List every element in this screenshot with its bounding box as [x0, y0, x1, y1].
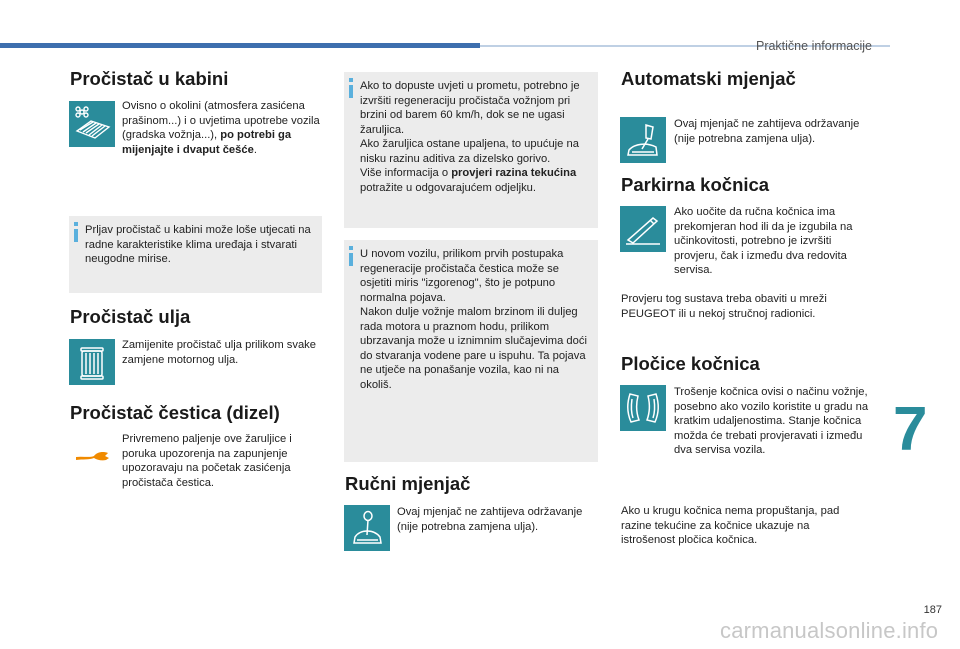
brake-pads-icon [620, 385, 666, 431]
cabin-filter-icon [69, 101, 115, 147]
particle-filter-text: Privremeno paljenje ove žaruljice i poruka upozorenja na zapunjenje upozoravaju na početak zasićenja pročistača čestica. [122, 433, 292, 489]
header-bar [0, 43, 480, 48]
parking-brake-text-2: Provjeru tog sustava treba obaviti u mreži PEUGEOT ili u nekoj stručnoj radionici. [621, 293, 827, 320]
page-number: 187 [923, 604, 942, 616]
brake-pads-title: Pločice kočnica [621, 353, 760, 374]
automatic-gearbox-text: Ovaj mjenjač ne zahtijeva održavanje (nije potrebna zamjena ulja). [674, 118, 860, 145]
parking-brake-text: Ako uočite da ručna kočnica ima prekomjeran hod ili da je izgubila na učinkovitosti, potrebno je izvršiti provjeru, čak i između dva redovita servisa. [674, 206, 853, 276]
regeneration-note [344, 72, 598, 228]
chapter-number: 7 [893, 395, 928, 464]
automatic-gearbox-icon [620, 117, 666, 163]
section-header: Praktične informacije [755, 39, 872, 53]
automatic-gearbox-title: Automatski mjenjač [621, 68, 796, 89]
odour-note-p1: U novom vozilu, prilikom prvih postupaka regeneracije pročistača čestica može se osjetiti miris "izgorenog", što je potpuno normalna pojava. [360, 248, 564, 304]
regen-note-p3: Više informacija o provjeri razina tekućina potražite u odgovarajućem odjeljku. [360, 167, 577, 194]
cabin-filter-note: Prljav pročistač u kabini može loše utjecati na radne karakteristike klima uređaja i stvarati neugodne mirise. [69, 216, 322, 293]
cabin-filter-text: Ovisno o okolini (atmosfera zasićena prašinom...) i o uvjetima upotrebe vozila (gradska vožnja...), po potrebi ga mijenjajte i dvaput češće. [122, 100, 320, 156]
oil-filter-text: Zamijenite pročistač ulja prilikom svake zamjene motornog ulja. [122, 339, 316, 366]
regeneration-odour-note [344, 240, 598, 462]
parking-brake-title: Parkirna kočnica [621, 174, 770, 195]
info-marker-icon [349, 246, 353, 266]
info-marker-icon [349, 78, 353, 98]
oil-filter-title: Pročistač ulja [70, 306, 191, 327]
manual-gearbox-icon [344, 505, 390, 551]
watermark: carmanualsonline.info [720, 618, 939, 643]
brake-pads-text-2: Ako u krugu kočnica nema propuštanja, pad razine tekućine za kočnice ukazuje na istrošenost pločica kočnica. [621, 505, 840, 546]
particle-filter-warning-icon [73, 443, 113, 469]
parking-brake-icon [620, 206, 666, 252]
regen-note-p2: Ako žaruljica ostane upaljena, to upućuje na nisku razinu aditiva za dizelsko gorivo. [360, 138, 579, 165]
oil-filter-icon [69, 339, 115, 385]
manual-gearbox-text: Ovaj mjenjač ne zahtijeva održavanje (nije potrebna zamjena ulja). [397, 506, 583, 533]
manual-gearbox-title: Ručni mjenjač [345, 473, 471, 494]
brake-pads-text: Trošenje kočnica ovisi o načinu vožnje, posebno ako vozilo koristite u gradu na kratkim udaljenostima. Stanje kočnica možda će trebati provjeravati i između dva servisa vozila. [674, 386, 869, 456]
regen-note-p1: Ako to dopuste uvjeti u prometu, potrebno je izvršiti regeneraciju pročistača vožnjom pri brzini od barem 60 km/h, dok se ne ugasi žaruljica. [360, 80, 580, 136]
particle-filter-title: Pročistač čestica (dizel) [70, 402, 280, 423]
cabin-filter-title: Pročistač u kabini [70, 68, 229, 89]
odour-note-p2: Nakon dulje vožnje malom brzinom ili duljeg rada motora u praznom hodu, prilikom ubrzavanja može u iznimnim slučajevima doći do stvaranja vodene pare u ispuhu. Ta pojava ne utječe na ponašanje vozila, kao ni na okoliš. [360, 306, 587, 391]
info-marker-icon [74, 222, 78, 242]
